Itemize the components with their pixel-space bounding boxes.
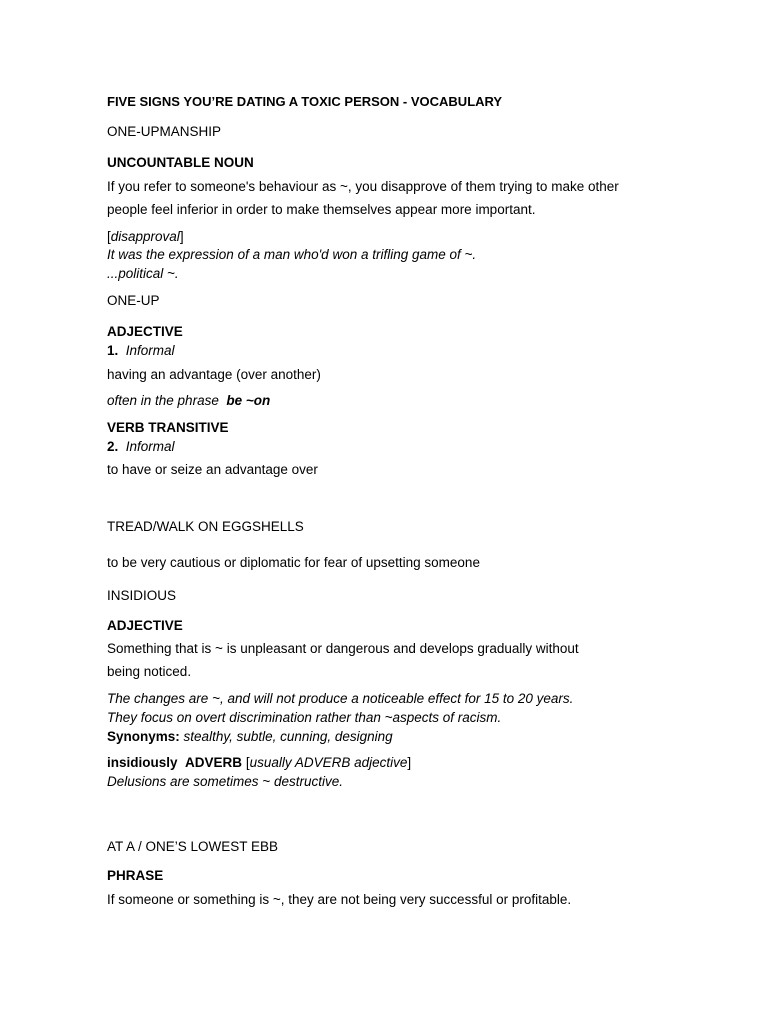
example-sentence: It was the expression of a man who'd won a trifling game of ~.: [107, 247, 477, 262]
definition-line: Something that is ~ is unpleasant or dangerous and develops gradually without: [107, 641, 579, 656]
example-sentence: Delusions are sometimes ~ destructive.: [107, 774, 343, 789]
definition-line: being noticed.: [107, 664, 192, 679]
derived-form-line: [107, 754, 411, 772]
part-of-speech: UNCOUNTABLE NOUN: [107, 155, 254, 170]
definition-line: to have or seize an advantage over: [107, 462, 318, 477]
term-heading: ONE-UP: [107, 293, 160, 308]
sense-number: 2.: [107, 439, 119, 454]
part-of-speech: ADJECTIVE: [107, 324, 183, 339]
bracket: ]: [407, 755, 412, 770]
bracket: [: [107, 229, 111, 244]
usage-label: [107, 228, 184, 246]
sense: [107, 342, 175, 360]
register-label: Informal: [125, 343, 175, 358]
synonyms-label: Synonyms:: [107, 729, 180, 744]
sense: [107, 438, 175, 456]
term-heading: INSIDIOUS: [107, 588, 177, 603]
bracket: [: [245, 755, 250, 770]
synonyms-list: stealthy, subtle, cunning, designing: [183, 729, 393, 744]
phrase: be ~on: [226, 393, 271, 408]
definition-line: having an advantage (over another): [107, 367, 321, 382]
register-label: Informal: [125, 439, 175, 454]
phrase-intro: often in the phrase: [107, 393, 219, 408]
example-sentence: The changes are ~, and will not produce a noticeable effect for 15 to 20 years.: [107, 691, 574, 706]
phrase-line: [107, 392, 270, 410]
part-of-speech: PHRASE: [107, 868, 164, 883]
page-title: FIVE SIGNS YOU’RE DATING A TOXIC PERSON - VOCABULARY: [107, 94, 503, 109]
bracket: ]: [179, 229, 184, 244]
definition-line: to be very cautious or diplomatic for fear of upsetting someone: [107, 555, 480, 570]
term-heading: ONE-UPMANSHIP: [107, 124, 222, 139]
sense-number: 1.: [107, 343, 119, 358]
usage-label-text: disapproval: [110, 229, 180, 244]
synonyms-line: [107, 728, 393, 746]
example-sentence: They focus on overt discrimination rather than ~aspects of racism.: [107, 710, 502, 725]
part-of-speech: VERB TRANSITIVE: [107, 420, 229, 435]
grammar-note: usually ADVERB adjective: [249, 755, 408, 770]
example-sentence: ...political ~.: [107, 266, 179, 281]
definition-line: If you refer to someone's behaviour as ~, you disapprove of them trying to make other: [107, 179, 619, 194]
derived-word: insidiously: [107, 755, 178, 770]
term-heading: TREAD/WALK ON EGGSHELLS: [107, 519, 304, 534]
definition-line: If someone or something is ~, they are not being very successful or profitable.: [107, 892, 572, 907]
definition-line: people feel inferior in order to make themselves appear more important.: [107, 202, 536, 217]
term-heading: AT A / ONE’S LOWEST EBB: [107, 839, 279, 854]
derived-pos: ADVERB: [185, 755, 243, 770]
part-of-speech: ADJECTIVE: [107, 618, 183, 633]
